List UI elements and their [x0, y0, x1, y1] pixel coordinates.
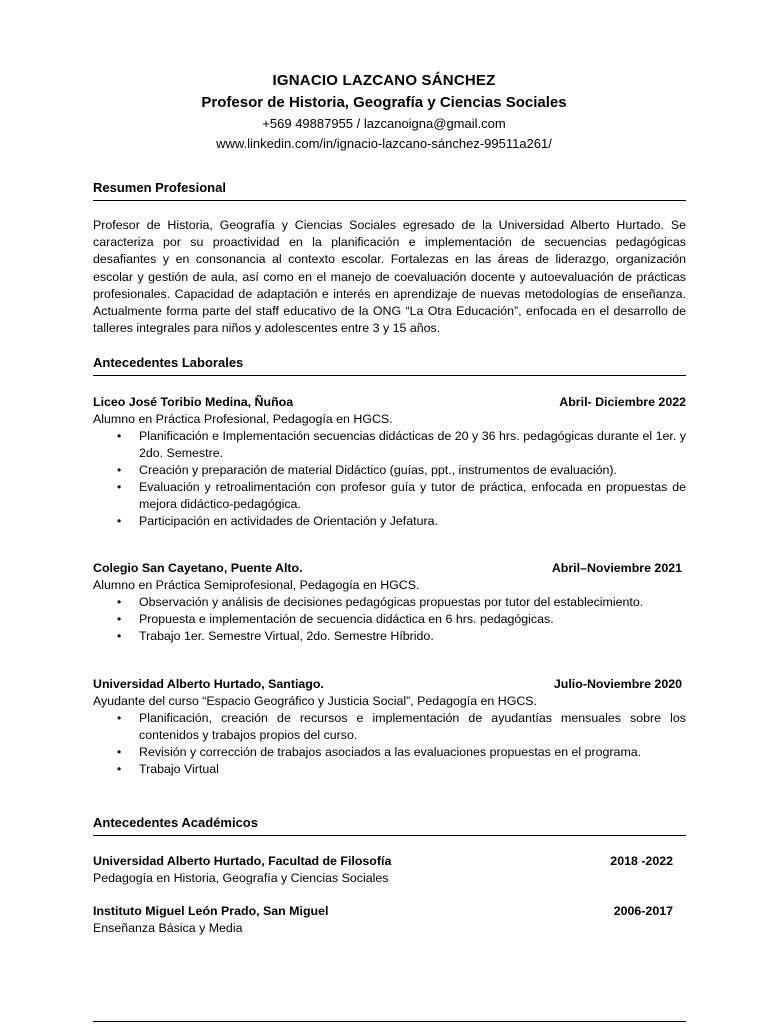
- section-divider: [93, 835, 686, 836]
- candidate-title: Profesor de Historia, Geografía y Ciencias Sociales: [201, 94, 567, 111]
- section-divider: [93, 200, 686, 201]
- list-item: • Observación y análisis de decisiones pedagógicas propuestas por tutor del establecimiento.: [117, 595, 644, 609]
- job-role: Alumno en Práctica Profesional, Pedagogía en HGCS.: [93, 412, 393, 426]
- job-dates: Julio-Noviembre 2020: [553, 677, 682, 691]
- work-section-heading: [93, 354, 686, 372]
- job-entry: [93, 394, 686, 530]
- section-divider: [93, 375, 686, 376]
- job-role: Alumno en Práctica Semiprofesional, Pedagogía en HGCS.: [93, 578, 420, 592]
- job-bullets: [93, 428, 686, 530]
- list-item: • Planificación e Implementación secuencias didácticas de 20 y 36 hrs. pedagógicas durante el 1er. y 2do. Semestre.: [117, 429, 686, 460]
- institution-name: Universidad Alberto Hurtado, Facultad de Filosofía: [93, 854, 392, 868]
- list-item: • Trabajo Virtual: [117, 762, 219, 776]
- bullet-icon: •: [117, 612, 122, 626]
- summary-section-heading: [93, 179, 686, 197]
- institution-name: Instituto Miguel León Prado, San Miguel: [93, 904, 329, 918]
- education-entry: [93, 903, 673, 937]
- page-bottom-divider: [93, 1021, 686, 1022]
- list-item: • Revisión y corrección de trabajos asociados a las evaluaciones propuestas en el programa.: [117, 745, 642, 759]
- job-place: Liceo José Toribio Medina, Ñuñoa: [93, 395, 294, 409]
- list-item: • Propuesta e implementación de secuencia didáctica en 6 hrs. pedagógicas.: [117, 612, 554, 626]
- list-item: • Evaluación y retroalimentación con profesor guía y tutor de práctica, enfocada en propuestas de mejora didáctico-pedagógica.: [117, 480, 686, 511]
- bullet-icon: •: [117, 629, 122, 643]
- list-item: • Planificación, creación de recursos e implementación de ayudantías mensuales sobre los contenidos y trabajos propios del curso.: [117, 711, 686, 742]
- job-place: Colegio San Cayetano, Puente Alto.: [93, 561, 303, 575]
- education-years: 2018 -2022: [610, 854, 673, 868]
- job-dates: Abril- Diciembre 2022: [559, 395, 686, 409]
- section-title: Resumen Profesional: [93, 180, 226, 195]
- job-role: Ayudante del curso “Espacio Geográfico y Justicia Social”, Pedagogía en HGCS.: [93, 694, 538, 708]
- job-bullets: [93, 710, 686, 778]
- summary-text: Profesor de Historia, Geografía y Ciencias Sociales egresado de la Universidad Alberto Hurtado. Se caracteriza por su proactividad en la planificación e implementación de secuencias pedagógicas desafiantes y en consonancia al contexto escolar. Fortalezas en las áreas de liderazgo, organización escolar y gestión de aula, así como en el manejo de coevaluación docente y autoevaluación de prácticas profesionales. Capacidad de adaptación e interés en aprendizaje de nuevas metodologías de enseñanza. Actualmente forma parte del staff educativo de la ONG “La Otra Educación”, enfocada en el desarrollo de talleres integrales para niños y adolescentes entre 3 y 15 años.: [93, 218, 686, 336]
- education-section-heading: [93, 814, 686, 832]
- list-item: • Creación y preparación de material Didáctico (guías, ppt., instrumentos de evaluación).: [117, 463, 617, 477]
- list-item: • Participación en actividades de Orientación y Jefatura.: [117, 514, 438, 528]
- bullet-icon: •: [117, 429, 122, 443]
- job-entry: [93, 560, 686, 645]
- bullet-icon: •: [117, 514, 122, 528]
- education-years: 2006-2017: [613, 904, 673, 918]
- linkedin-url: www.linkedin.com/in/ignacio-lazcano-sánchez-99511a261/: [216, 136, 552, 151]
- section-title: Antecedentes Laborales: [93, 355, 244, 370]
- list-item: • Trabajo 1er. Semestre Virtual, 2do. Semestre Híbrido.: [117, 629, 434, 643]
- section-title: Antecedentes Académicos: [93, 815, 258, 830]
- contact-info: +569 49887955 / lazcanoigna@gmail.com: [262, 116, 506, 131]
- education-program: Enseñanza Básica y Media: [93, 921, 243, 935]
- bullet-icon: •: [117, 463, 122, 477]
- job-entry: [93, 676, 686, 778]
- job-bullets: [93, 594, 686, 645]
- candidate-name: IGNACIO LAZCANO SÁNCHEZ: [272, 72, 496, 89]
- bullet-icon: •: [117, 711, 122, 725]
- education-entry: [93, 853, 673, 887]
- bullet-icon: •: [117, 480, 122, 494]
- bullet-icon: •: [117, 595, 122, 609]
- bullet-icon: •: [117, 745, 122, 759]
- education-program: Pedagogía en Historia, Geografía y Ciencias Sociales: [93, 871, 389, 885]
- bullet-icon: •: [117, 762, 122, 776]
- job-dates: Abril–Noviembre 2021: [551, 561, 682, 575]
- resume-header: [0, 70, 768, 154]
- job-place: Universidad Alberto Hurtado, Santiago.: [93, 677, 324, 691]
